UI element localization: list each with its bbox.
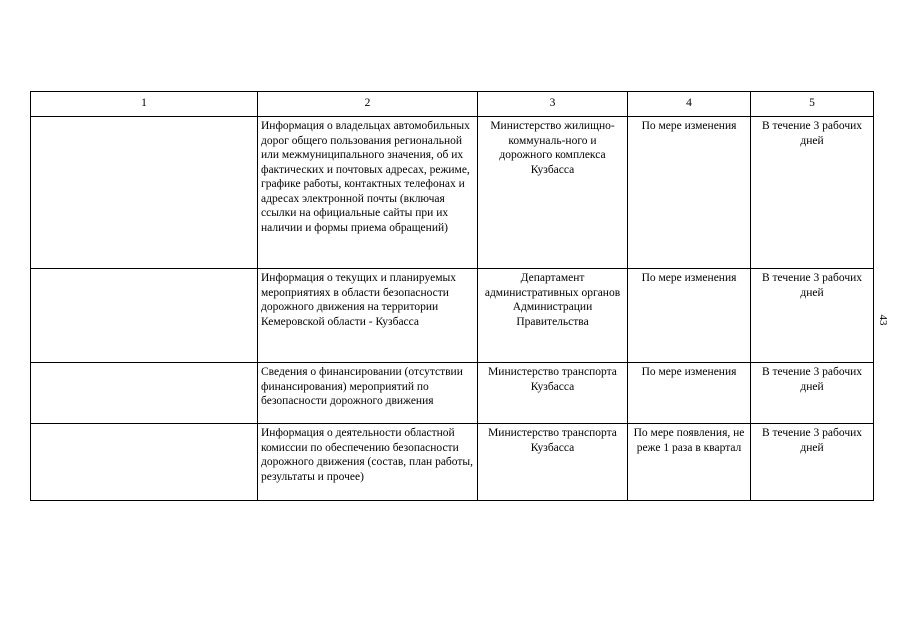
information-table (30, 91, 874, 501)
cell-frequency: По мере изменения (628, 269, 751, 363)
page-number: 43 (877, 314, 889, 326)
cell-information: Информация о владельцах автомобильных дорог общего пользования региональной или межмуниципального значения, об их фактических и почтовых адресах, режиме, графике работы, контактных телефонах и адресах электронной почты (включая ссылки на официальные сайты при их наличии и формы приема обращений) (258, 117, 478, 269)
cell-frequency: По мере изменения (628, 117, 751, 269)
cell-col1 (31, 363, 258, 424)
cell-deadline: В течение 3 рабочих дней (751, 117, 874, 269)
table-row (31, 117, 874, 269)
header-col-1: 1 (31, 92, 258, 117)
cell-col1 (31, 424, 258, 501)
cell-col1 (31, 269, 258, 363)
table-row (31, 269, 874, 363)
cell-information: Информация о текущих и планируемых мероприятиях в области безопасности дорожного движения на территории Кемеровской области - Кузбасса (258, 269, 478, 363)
header-row (31, 92, 874, 117)
cell-information: Сведения о финансировании (отсутствии финансирования) мероприятий по безопасности дорожного движения (258, 363, 478, 424)
table-header (31, 92, 874, 117)
cell-frequency: По мере появления, не реже 1 раза в квартал (628, 424, 751, 501)
table-body (31, 117, 874, 501)
header-col-5: 5 (751, 92, 874, 117)
table-row (31, 424, 874, 501)
header-col-4: 4 (628, 92, 751, 117)
cell-responsible: Министерство жилищно-коммуналь-ного и дорожного комплекса Кузбасса (478, 117, 628, 269)
cell-deadline: В течение 3 рабочих дней (751, 363, 874, 424)
cell-frequency: По мере изменения (628, 363, 751, 424)
cell-deadline: В течение 3 рабочих дней (751, 424, 874, 501)
header-col-3: 3 (478, 92, 628, 117)
cell-responsible: Министерство транспорта Кузбасса (478, 424, 628, 501)
cell-col1 (31, 117, 258, 269)
cell-responsible: Департамент административных органов Администрации Правительства (478, 269, 628, 363)
table-row (31, 363, 874, 424)
cell-information: Информация о деятельности областной комиссии по обеспечению безопасности дорожного движения (состав, план работы, результаты и прочее) (258, 424, 478, 501)
cell-responsible: Министерство транспорта Кузбасса (478, 363, 628, 424)
cell-deadline: В течение 3 рабочих дней (751, 269, 874, 363)
header-col-2: 2 (258, 92, 478, 117)
